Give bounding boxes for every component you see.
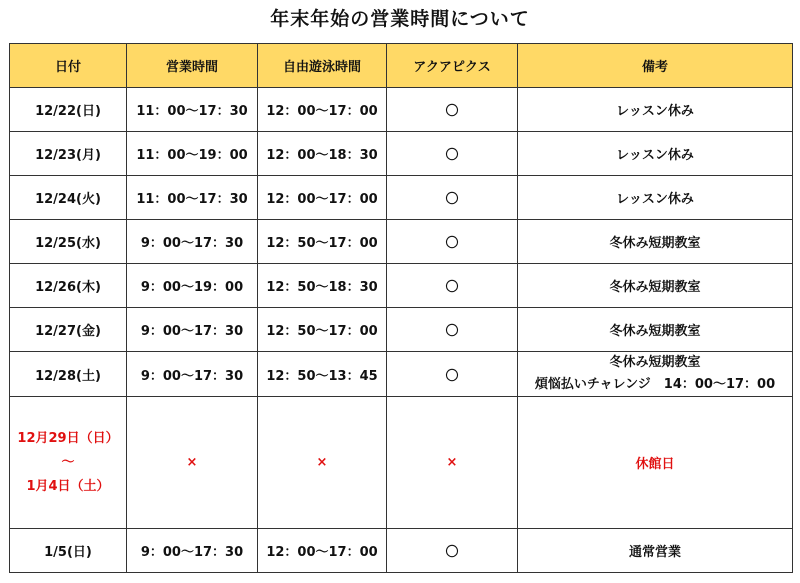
note-line-2: 煩悩払いチャレンジ 14：00～17：00: [534, 377, 776, 392]
table-row: [10, 308, 793, 352]
cell-note: レッスン休み: [518, 88, 793, 132]
cell-business-hours: 9：00～17：30: [127, 529, 258, 573]
table-row: [10, 352, 793, 397]
closed-date-start: 12月29日（日）: [17, 430, 119, 446]
cell-aqua-available: 〇: [387, 308, 518, 352]
cell-business-hours: 9：00～19：00: [127, 264, 258, 308]
cell-aqua-available: 〇: [387, 132, 518, 176]
table-row: [10, 88, 793, 132]
table-header-row: [10, 44, 793, 88]
cell-free-swim: 12：50～13：45: [258, 352, 387, 397]
cell-business-hours: 9：00～17：30: [127, 308, 258, 352]
header-business-hours: 営業時間: [127, 44, 258, 88]
header-date: 日付: [10, 44, 127, 88]
cell-note: 冬休み短期教室: [518, 220, 793, 264]
cell-aqua-closed-icon: ×: [387, 397, 518, 529]
table-row: [10, 220, 793, 264]
cell-note: 通常営業: [518, 529, 793, 573]
cell-business-hours: 11：00～19：00: [127, 132, 258, 176]
cell-date: 12/22(日): [10, 88, 127, 132]
cell-date: 1/5(日): [10, 529, 127, 573]
cell-business-closed-icon: ×: [127, 397, 258, 529]
cell-date: 12/25(水): [10, 220, 127, 264]
closed-date-separator: ～: [61, 454, 75, 470]
table-row: [10, 132, 793, 176]
cell-note-closed: 休館日: [518, 397, 793, 529]
cell-aqua-available: 〇: [387, 529, 518, 573]
cell-business-hours: 11：00～17：30: [127, 88, 258, 132]
cell-free-swim: 12：50～17：00: [258, 220, 387, 264]
cell-aqua-available: 〇: [387, 176, 518, 220]
table-row: [10, 264, 793, 308]
cell-free-swim: 12：50～18：30: [258, 264, 387, 308]
table-row: [10, 529, 793, 573]
cell-note: レッスン休み: [518, 176, 793, 220]
note-line-1: 冬休み短期教室: [609, 355, 701, 370]
cell-note: 冬休み短期教室: [518, 264, 793, 308]
cell-date: 12/23(月): [10, 132, 127, 176]
cell-aqua-available: 〇: [387, 352, 518, 397]
cell-date: 12/27(金): [10, 308, 127, 352]
cell-free-swim: 12：50～17：00: [258, 308, 387, 352]
cell-note: レッスン休み: [518, 132, 793, 176]
table-row: [10, 176, 793, 220]
header-notes: 備考: [518, 44, 793, 88]
page-title: 年末年始の営業時間について: [270, 8, 530, 30]
cell-date: 12/26(木): [10, 264, 127, 308]
cell-aqua-available: 〇: [387, 264, 518, 308]
cell-note: [518, 352, 793, 397]
cell-date: 12/24(火): [10, 176, 127, 220]
cell-free-swim-closed-icon: ×: [258, 397, 387, 529]
closed-date-end: 1月4日（土）: [26, 478, 110, 494]
cell-closed-date-range: [10, 397, 127, 529]
cell-business-hours: 11：00～17：30: [127, 176, 258, 220]
cell-free-swim: 12：00～18：30: [258, 132, 387, 176]
table-row-closed: [10, 397, 793, 529]
cell-free-swim: 12：00～17：00: [258, 529, 387, 573]
cell-aqua-available: 〇: [387, 88, 518, 132]
cell-aqua-available: 〇: [387, 220, 518, 264]
cell-free-swim: 12：00～17：00: [258, 88, 387, 132]
holiday-hours-table: [9, 43, 793, 573]
cell-free-swim: 12：00～17：00: [258, 176, 387, 220]
cell-business-hours: 9：00～17：30: [127, 220, 258, 264]
cell-note: 冬休み短期教室: [518, 308, 793, 352]
cell-date: 12/28(土): [10, 352, 127, 397]
header-free-swim: 自由遊泳時間: [258, 44, 387, 88]
cell-business-hours: 9：00～17：30: [127, 352, 258, 397]
header-aqua-pics: アクアピクス: [387, 44, 518, 88]
